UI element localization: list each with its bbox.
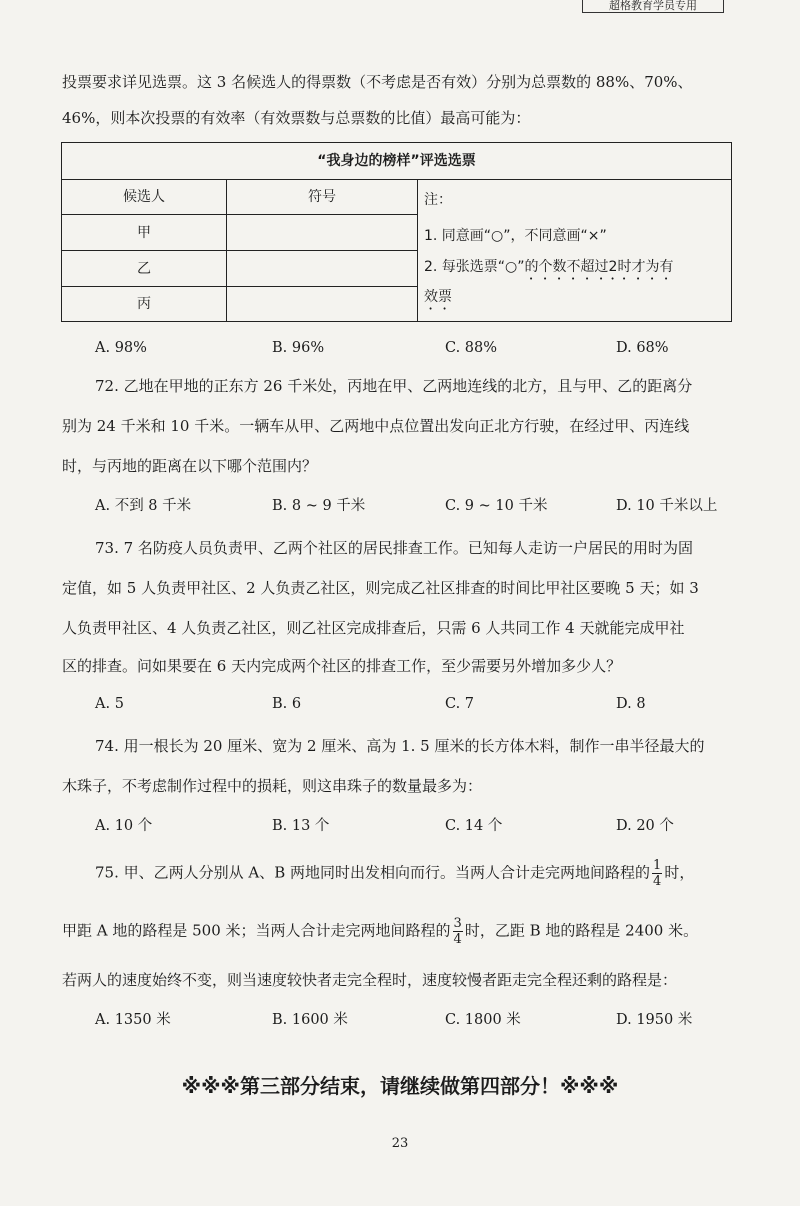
fraction-2-numerator: 3 (453, 916, 462, 931)
q75-line-1-pre: 75. 甲、乙两人分别从 A、B 两地同时出发相向而行。当两人合计走完两地间路程的 (95, 863, 651, 882)
q75-option-d: D. 1950 米 (616, 1012, 693, 1028)
fraction-2-denominator: 4 (453, 932, 462, 947)
q71-line-2: 46%，则本次投票的有效率（有效票数与总票数的比值）最高可能为： (62, 109, 531, 127)
q74-option-b: B. 13 个 (272, 818, 330, 834)
q71-option-d: D. 68% (616, 340, 669, 356)
q73-line-4: 区的排查。问如果要在 6 天内完成两个社区的排查工作，至少需要另外增加多少人？ (62, 657, 622, 675)
q72-line-2: 别为 24 千米和 10 千米。一辆车从甲、乙两地中点位置出发向正北方行驶，在经过甲、丙连线 (62, 417, 690, 435)
q75-line-2 (62, 916, 698, 947)
ballot-title: “我身边的榜样”评选选票 (62, 143, 731, 180)
q72-line-3: 时，与丙地的距离在以下哪个范围内？ (62, 457, 318, 475)
q75-option-c: C. 1800 米 (445, 1012, 521, 1028)
ballot-symbol-1 (227, 215, 418, 251)
q75-line-1-post: 时， (664, 863, 695, 882)
q75-line-3: 若两人的速度始终不变，则当速度较快者走完全程时，速度较慢者距走完全程还剩的路程是： (62, 971, 678, 989)
q73-option-d: D. 8 (616, 696, 646, 712)
ballot-header-symbol: 符号 (227, 179, 418, 215)
q72-line-1: 72. 乙地在甲地的正东方 26 千米处，丙地在甲、乙两地连线的北方，且与甲、乙的距离分 (95, 377, 693, 395)
q74-line-2: 木珠子，不考虑制作过程中的损耗，则这串珠子的数量最多为： (62, 777, 483, 795)
q73-option-b: B. 6 (272, 696, 302, 712)
q75-option-b: B. 1600 米 (272, 1012, 348, 1028)
q72-option-a: A. 不到 8 千米 (95, 498, 192, 514)
q73-line-1: 73. 7 名防疫人员负责甲、乙两个社区的居民排查工作。已知每人走访一户居民的用时为固 (95, 539, 693, 557)
q73-option-a: A. 5 (95, 696, 124, 712)
ballot-note-2-end: 效票 (424, 289, 452, 305)
fraction-1-numerator: 1 (653, 858, 662, 873)
page-number: 23 (391, 1136, 409, 1151)
ballot-note-2 (424, 256, 673, 283)
q72-option-c: C. 9 ~ 10 千米 (445, 498, 548, 514)
ballot-table (61, 142, 732, 322)
fraction-three-quarters (453, 916, 463, 947)
q74-line-1: 74. 用一根长为 20 厘米、宽为 2 厘米、高为 1. 5 厘米的长方体木料，制作一串半径最大的 (95, 737, 705, 755)
fraction-one-quarter (652, 858, 662, 889)
q73-line-2: 定值，如 5 人负责甲社区、2 人负责乙社区，则完成乙社区排查的时间比甲社区要晚 5 天；如 3 (62, 579, 699, 597)
ballot-note-2-dotted: 的个数不超过2时才为有 (524, 259, 674, 275)
ballot-candidate-1: 甲 (62, 215, 227, 251)
ballot-candidate-2: 乙 (62, 251, 227, 287)
q72-option-d: D. 10 千米以上 (616, 498, 718, 514)
q71-option-b: B. 96% (272, 340, 325, 356)
ballot-header-candidate: 候选人 (62, 179, 227, 215)
q74-option-d: D. 20 个 (616, 818, 674, 834)
q74-option-a: A. 10 个 (95, 818, 153, 834)
q75-option-a: A. 1350 米 (95, 1012, 171, 1028)
q75-line-1 (95, 858, 694, 889)
q72-option-b: B. 8 ~ 9 千米 (272, 498, 366, 514)
q71-option-c: C. 88% (445, 340, 498, 356)
ballot-note-label: 注： (424, 192, 452, 208)
q75-line-2-pre: 甲距 A 地的路程是 500 米；当两人合计走完两地间路程的 (62, 921, 451, 940)
q75-line-2-post: 时，乙距 B 地的路程是 2400 米。 (464, 921, 699, 940)
q71-line-1: 投票要求详见选票。这 3 名候选人的得票数（不考虑是否有效）分别为总票数的 88%、70%、 (62, 73, 693, 91)
ballot-symbol-3 (227, 287, 418, 321)
ballot-note-2-pre: 2. 每张选票“○” (424, 259, 525, 275)
fraction-1-denominator: 4 (653, 874, 662, 889)
ballot-note-1: 1. 同意画“○”，不同意画“×” (424, 228, 607, 244)
header-tag: 超格教育学员专用 (582, 0, 724, 13)
q73-option-c: C. 7 (445, 696, 475, 712)
q73-line-3: 人负责甲社区、4 人负责乙社区，则乙社区完成排查后，只需 6 人共同工作 4 天就能完成甲社 (62, 619, 685, 637)
q71-option-a: A. 98% (95, 340, 147, 356)
section-end-banner: ※※※第三部分结束，请继续做第四部分！※※※ (181, 1074, 619, 1098)
ballot-candidate-3: 丙 (62, 287, 227, 321)
ballot-symbol-2 (227, 251, 418, 287)
q74-option-c: C. 14 个 (445, 818, 503, 834)
